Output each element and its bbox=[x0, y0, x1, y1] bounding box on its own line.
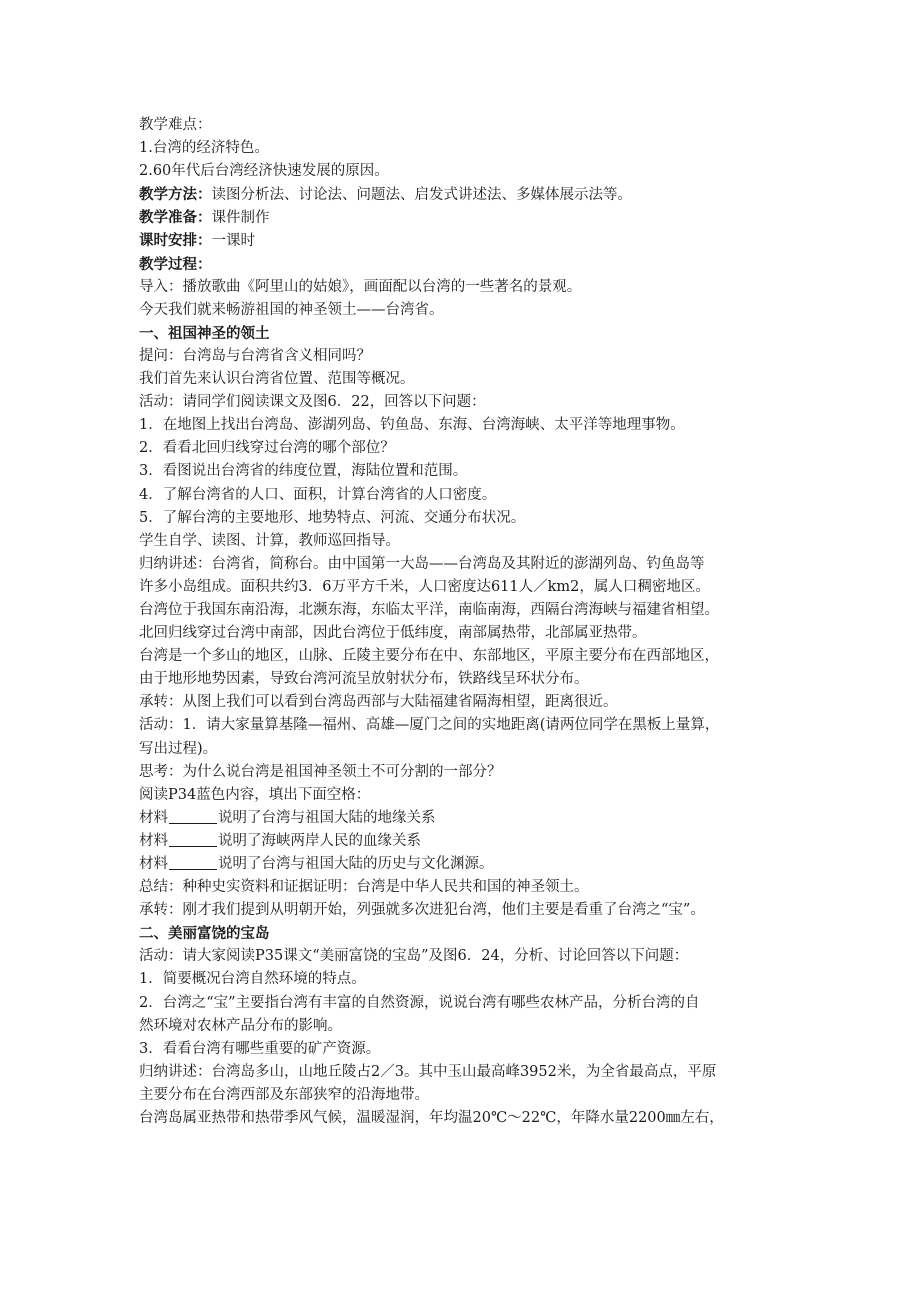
fill-in-blank bbox=[169, 809, 217, 824]
text-line: 2．台湾之“宝”主要指台湾有丰富的自然资源，说说台湾有哪些农林产品，分析台湾的自 bbox=[139, 994, 700, 1011]
fill-in-line bbox=[139, 830, 789, 853]
fill-in-blank bbox=[169, 832, 217, 847]
text-line: 今天我们就来畅游祖国的神圣领土——台湾省。 bbox=[139, 301, 444, 318]
line-text: 读图分析法、讨论法、问题法、启发式讲述法、多媒体展示法等。 bbox=[211, 187, 632, 204]
text-line: 教学难点： bbox=[139, 117, 212, 133]
text-line: 我们首先来认识台湾省位置、范围等概况。 bbox=[139, 371, 415, 388]
text-line: 主要分布在台湾西部及东部狭窄的沿海地带。 bbox=[139, 1086, 429, 1103]
line-label: 教学准备： bbox=[139, 209, 212, 227]
text-line: 思考：为什么说台湾是祖国神圣领土不可分割的一部分？ bbox=[139, 763, 502, 780]
section-heading: 教学过程： bbox=[139, 255, 212, 273]
line-text: 课件制作 bbox=[211, 210, 270, 227]
fill-in-prefix: 材料 bbox=[139, 856, 168, 872]
text-line: 4．了解台湾省的人口、面积，计算台湾省的人口密度。 bbox=[139, 486, 497, 503]
text-line: 然环境对农林产品分布的影响。 bbox=[139, 1017, 342, 1034]
text-line: 总结：种种史实资料和证据证明：台湾是中华人民共和国的神圣领土。 bbox=[139, 879, 589, 896]
fill-in-prefix: 材料 bbox=[139, 809, 168, 826]
fill-in-line bbox=[139, 807, 789, 830]
text-line: 1.台湾的经济特色。 bbox=[139, 140, 269, 157]
labeled-line bbox=[139, 229, 789, 252]
text-line: 2.60年代后台湾经济快速发展的原因。 bbox=[139, 163, 389, 180]
section-heading: 一、祖国神圣的领土 bbox=[139, 324, 270, 342]
fill-in-suffix: 说明了海峡两岸人民的血缘关系 bbox=[218, 832, 421, 849]
text-line: 1．简要概况台湾自然环境的特点。 bbox=[139, 971, 366, 988]
text-line: 学生自学、读图、计算，教师巡回指导。 bbox=[139, 532, 400, 549]
text-line: 3．看看台湾有哪些重要的矿产资源。 bbox=[139, 1040, 381, 1057]
text-line: 台湾位于我国东南沿海，北濒东海，东临太平洋，南临南海，西隔台湾海峡与福建省相望。 bbox=[139, 601, 719, 618]
text-line: 台湾是一个多山的地区，山脉、丘陵主要分布在中、东部地区，平原主要分布在西部地区， bbox=[139, 648, 719, 665]
labeled-line bbox=[139, 183, 789, 206]
text-line: 活动：1．请大家量算基隆—福州、高雄—厦门之间的实地距离(请两位同学在黑板上量算， bbox=[139, 717, 720, 734]
text-line: 由于地形地势因素，导致台湾河流呈放射状分布，铁路线呈环状分布。 bbox=[139, 671, 589, 688]
document-body bbox=[139, 114, 789, 1130]
text-line: 北回归线穿过台湾中南部，因此台湾位于低纬度，南部属热带，北部属亚热带。 bbox=[139, 625, 647, 642]
fill-in-line bbox=[139, 853, 789, 876]
text-line: 活动：请同学们阅读课文及图6．22，回答以下问题： bbox=[139, 394, 486, 411]
text-line: 归纳讲述：台湾省，简称台。由中国第一大岛——台湾岛及其附近的澎湖列岛、钓鱼岛等 bbox=[139, 555, 705, 572]
text-line: 导入：播放歌曲《阿里山的姑娘》，画面配以台湾的一些著名的景观。 bbox=[139, 278, 582, 295]
text-line: 1．在地图上找出台湾岛、澎湖列岛、钓鱼岛、东海、台湾海峡、太平洋等地理事物。 bbox=[139, 417, 685, 434]
text-line: 2．看看北回归线穿过台湾的哪个部位？ bbox=[139, 440, 395, 457]
text-line: 5．了解台湾的主要地形、地势特点、河流、交通分布状况。 bbox=[139, 509, 526, 526]
section-heading: 二、美丽富饶的宝岛 bbox=[139, 925, 270, 943]
text-line: 提问：台湾岛与台湾省含义相同吗？ bbox=[139, 347, 371, 364]
text-line: 承转：刚才我们提到从明朝开始，列强就多次进犯台湾，他们主要是看重了台湾之“宝”。 bbox=[139, 902, 705, 919]
fill-in-suffix: 说明了台湾与祖国大陆的历史与文化渊源。 bbox=[218, 856, 494, 872]
fill-in-blank bbox=[169, 855, 217, 870]
fill-in-prefix: 材料 bbox=[139, 832, 168, 849]
text-line: 归纳讲述：台湾岛多山，山地丘陵占2／3。其中玉山最高峰3952米，为全省最高点，平原 bbox=[139, 1063, 717, 1080]
text-line: 台湾岛属亚热带和热带季风气候，温暖湿润，年均温20℃～22℃，年降水量2200㎜左右， bbox=[139, 1110, 724, 1127]
line-label: 教学方法： bbox=[139, 186, 212, 204]
line-text: 一课时 bbox=[211, 233, 255, 250]
line-label: 课时安排： bbox=[139, 232, 212, 250]
text-line: 承转：从图上我们可以看到台湾岛西部与大陆福建省隔海相望，距离很近。 bbox=[139, 694, 618, 711]
labeled-line bbox=[139, 206, 789, 229]
fill-in-suffix: 说明了台湾与祖国大陆的地缘关系 bbox=[218, 809, 436, 826]
text-line: 写出过程)。 bbox=[139, 740, 218, 757]
text-line: 3．看图说出台湾省的纬度位置，海陆位置和范围。 bbox=[139, 463, 468, 480]
text-line: 阅读P34蓝色内容，填出下面空格： bbox=[139, 786, 371, 803]
text-line: 许多小岛组成。面积共约3．6万平方千米，人口密度达611人／km2，属人口稠密地区。 bbox=[139, 578, 710, 595]
text-line: 活动：请大家阅读P35课文“美丽富饶的宝岛”及图6．24，分析、讨论回答以下问题： bbox=[139, 948, 689, 965]
